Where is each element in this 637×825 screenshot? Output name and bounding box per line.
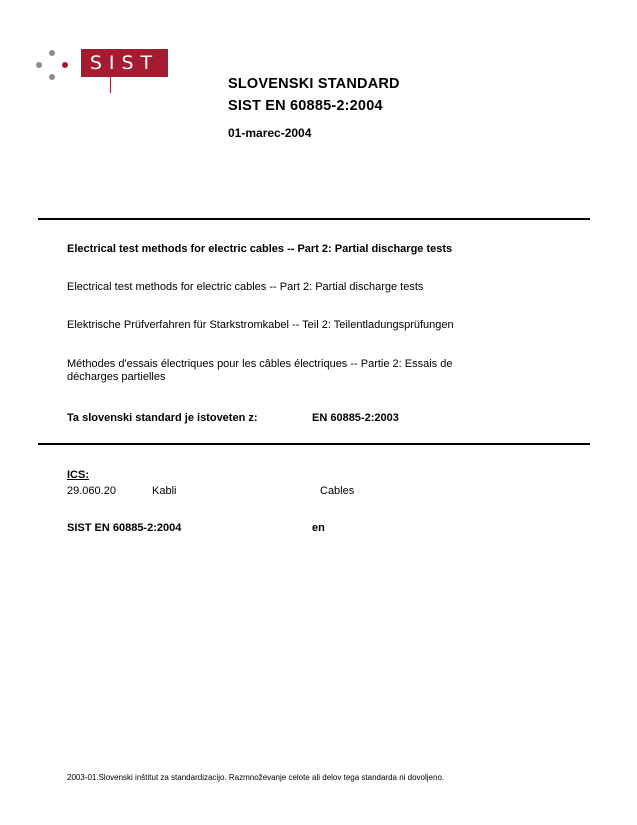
identical-value: EN 60885-2:2003 [312,412,399,424]
designation-code: SIST EN 60885-2:2004 [67,522,182,534]
standard-number: SIST EN 60885-2:2004 [228,98,383,114]
logo-wordmark: SIST [81,49,168,77]
ics-english: Cables [320,485,355,497]
designation-lang: en [312,522,325,534]
identical-label: Ta slovenski standard je istoveten z: [67,412,258,424]
logo-dots-icon [34,48,74,88]
title-english: Electrical test methods for electric cables -- Part 2: Partial discharge tests [67,281,424,293]
title-main: Electrical test methods for electric cables -- Part 2: Partial discharge tests [67,243,453,255]
title-german: Elektrische Prüfverfahren für Starkstromkabel -- Teil 2: Teilentladungsprüfungen [67,319,454,331]
ics-heading: ICS: [67,469,89,481]
copyright-footer: 2003-01.Slovenski inštitut za standardizacijo. Razmnoževanje celote ali delov tega standarda ni dovoljeno. [67,773,445,782]
ics-slovene: Kabli [152,485,177,497]
top-divider [38,218,590,220]
ics-code: 29.060.20 [67,485,116,497]
title-french-line2: décharges partielles [67,371,166,383]
standard-date: 01-marec-2004 [228,126,312,140]
bottom-divider [38,443,590,445]
title-french-line1: Méthodes d'essais électriques pour les câbles électriques -- Partie 2: Essais de [67,358,453,370]
standard-heading: SLOVENSKI STANDARD [228,76,400,92]
logo-rule [110,77,111,93]
